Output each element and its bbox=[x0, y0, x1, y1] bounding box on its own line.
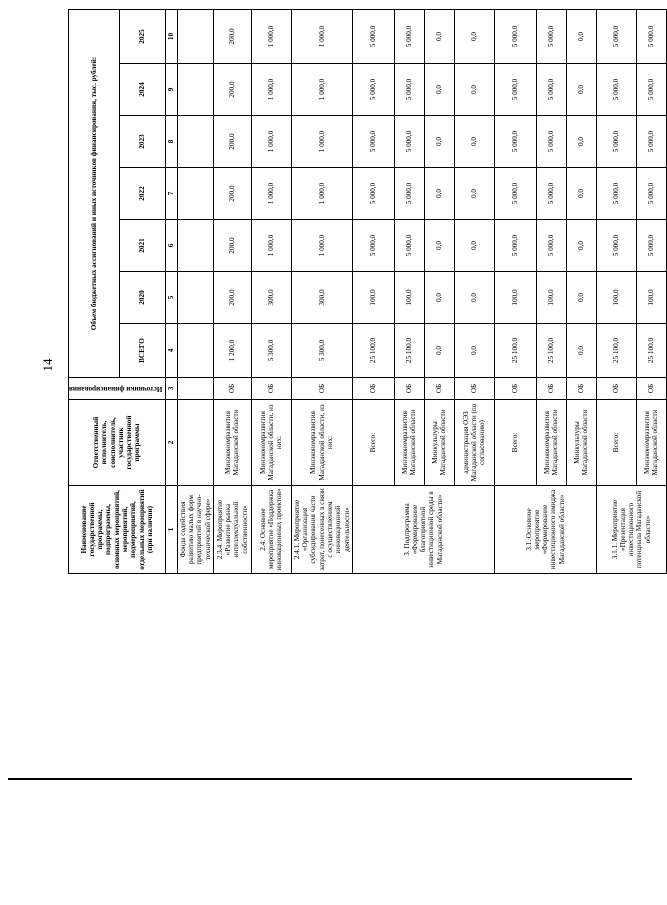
row-value: 25 100,0 bbox=[536, 324, 566, 378]
row-value: 0,0 bbox=[424, 272, 454, 324]
rotated-table-container bbox=[68, 10, 660, 574]
row-value: 1 000,0 bbox=[291, 168, 352, 220]
bottom-rule bbox=[8, 778, 632, 780]
row-value: 100,0 bbox=[536, 272, 566, 324]
row-value: 5 000,0 bbox=[596, 116, 636, 168]
row-responsible: Минэкономразвития Магаданской области bbox=[213, 400, 251, 486]
row-name: 2.4.1. Мероприятие «Организация субсидирования части затрат, понесенных в связи с осуществлением инновационной деятельности» bbox=[291, 486, 352, 574]
row-value: 200,0 bbox=[213, 64, 251, 116]
row-responsible: Минэкономразвития Магаданской области bbox=[636, 400, 666, 486]
row-value: 5 000,0 bbox=[394, 116, 424, 168]
row-value: 0,0 bbox=[424, 116, 454, 168]
row-value: 1 000,0 bbox=[291, 116, 352, 168]
row-value: 5 000,0 bbox=[636, 64, 666, 116]
row-value: 1 000,0 bbox=[251, 10, 291, 64]
row-value: 1 000,0 bbox=[291, 10, 352, 64]
column-number: 2 bbox=[165, 400, 177, 486]
row-value: 100,0 bbox=[494, 272, 536, 324]
row-value: 5 000,0 bbox=[352, 220, 394, 272]
table-row bbox=[494, 10, 536, 574]
row-source bbox=[177, 378, 213, 400]
row-value: 5 000,0 bbox=[352, 64, 394, 116]
row-responsible: Минэкономразвития Магаданской области, из них: bbox=[291, 400, 352, 486]
row-value: 5 000,0 bbox=[494, 220, 536, 272]
row-responsible: Минэкономразвития Магаданской области bbox=[394, 400, 424, 486]
row-responsible: администрация ОЭЗ Магаданской области (по согласованию) bbox=[454, 400, 494, 486]
row-value bbox=[177, 272, 213, 324]
row-source: ОБ bbox=[213, 378, 251, 400]
row-value: 1 000,0 bbox=[251, 168, 291, 220]
row-responsible: Минкультуры Магаданской области bbox=[566, 400, 596, 486]
row-source: ОБ bbox=[454, 378, 494, 400]
row-value: 0,0 bbox=[454, 324, 494, 378]
row-value: 0,0 bbox=[424, 220, 454, 272]
row-value: 5 000,0 bbox=[536, 168, 566, 220]
row-value: 5 000,0 bbox=[394, 10, 424, 64]
row-value: 0,0 bbox=[566, 324, 596, 378]
row-value: 200,0 bbox=[213, 220, 251, 272]
row-value bbox=[177, 64, 213, 116]
row-value: 0,0 bbox=[566, 168, 596, 220]
row-source: ОБ bbox=[536, 378, 566, 400]
column-number: 7 bbox=[165, 168, 177, 220]
row-value: 1 000,0 bbox=[251, 116, 291, 168]
row-responsible: Всего: bbox=[352, 400, 394, 486]
table-row bbox=[352, 10, 394, 574]
row-value: 0,0 bbox=[454, 272, 494, 324]
row-source: ОБ bbox=[251, 378, 291, 400]
row-value: 5 000,0 bbox=[636, 220, 666, 272]
header-volume: Объем бюджетных ассигнований и иных источников финансирования, тыс. рублей: bbox=[69, 10, 120, 378]
row-value: 0,0 bbox=[454, 116, 494, 168]
row-value: 5 000,0 bbox=[494, 64, 536, 116]
column-number: 1 bbox=[165, 486, 177, 574]
header-year: 2020 bbox=[119, 272, 165, 324]
row-value: 0,0 bbox=[454, 10, 494, 64]
row-value: 100,0 bbox=[394, 272, 424, 324]
table-row bbox=[213, 10, 251, 574]
header-year: 2022 bbox=[119, 168, 165, 220]
row-value: 0,0 bbox=[566, 10, 596, 64]
row-value: 0,0 bbox=[454, 168, 494, 220]
row-responsible: Всего: bbox=[596, 400, 636, 486]
row-responsible: Минэкономразвития Магаданской области, из них: bbox=[251, 400, 291, 486]
row-value: 5 000,0 bbox=[596, 10, 636, 64]
row-value: 25 100,0 bbox=[494, 324, 536, 378]
table-row bbox=[177, 10, 213, 574]
header-year: 2023 bbox=[119, 116, 165, 168]
row-value: 5 000,0 bbox=[636, 168, 666, 220]
table-row bbox=[291, 10, 352, 574]
row-value: 300,0 bbox=[251, 272, 291, 324]
row-value: 5 000,0 bbox=[352, 168, 394, 220]
header-year: 2024 bbox=[119, 64, 165, 116]
row-value: 25 100,0 bbox=[596, 324, 636, 378]
row-value: 0,0 bbox=[424, 168, 454, 220]
header-responsible: Ответственный исполнитель, соисполнитель, участник государственной программы bbox=[69, 400, 166, 486]
row-source: ОБ bbox=[566, 378, 596, 400]
row-value: 0,0 bbox=[566, 64, 596, 116]
row-value: 100,0 bbox=[352, 272, 394, 324]
column-number: 3 bbox=[165, 378, 177, 400]
header-year: 2021 bbox=[119, 220, 165, 272]
table-row bbox=[596, 10, 636, 574]
header-name: Наименование государственной программы, подпрограммы, основных мероприятий, мероприятий, подмероприятий, отдельных мероприятий (при наличии) bbox=[69, 486, 166, 574]
row-value bbox=[177, 10, 213, 64]
row-value: 0,0 bbox=[454, 220, 494, 272]
row-source: ОБ bbox=[291, 378, 352, 400]
row-value: 0,0 bbox=[566, 116, 596, 168]
header-source-text: Источники финансирования bbox=[69, 384, 163, 393]
row-value bbox=[177, 324, 213, 378]
row-value: 1 000,0 bbox=[251, 220, 291, 272]
row-value: 5 000,0 bbox=[394, 220, 424, 272]
row-value: 5 000,0 bbox=[536, 64, 566, 116]
row-value: 25 100,0 bbox=[352, 324, 394, 378]
row-name: Фонда содействия развитию малых форм предприятий в научно-технической сфере» bbox=[177, 486, 213, 574]
row-source: ОБ bbox=[494, 378, 536, 400]
row-value: 0,0 bbox=[454, 64, 494, 116]
row-value: 5 000,0 bbox=[636, 10, 666, 64]
row-value: 0,0 bbox=[424, 10, 454, 64]
row-value: 5 000,0 bbox=[596, 220, 636, 272]
row-value: 5 000,0 bbox=[636, 116, 666, 168]
row-value: 200,0 bbox=[213, 10, 251, 64]
row-value bbox=[177, 168, 213, 220]
row-value: 5 000,0 bbox=[494, 168, 536, 220]
row-value: 300,0 bbox=[291, 272, 352, 324]
column-number: 6 bbox=[165, 220, 177, 272]
row-responsible: Всего: bbox=[494, 400, 536, 486]
row-responsible: Минэкономразвития Магаданской области bbox=[536, 400, 566, 486]
row-value: 0,0 bbox=[566, 220, 596, 272]
row-value: 100,0 bbox=[636, 272, 666, 324]
row-value: 5 000,0 bbox=[536, 116, 566, 168]
row-value bbox=[177, 220, 213, 272]
row-name: 2.3.4. Мероприятие «Развитие рынка интеллектуальной собственности» bbox=[213, 486, 251, 574]
table-row bbox=[251, 10, 291, 574]
row-value: 1 000,0 bbox=[291, 220, 352, 272]
column-number: 10 bbox=[165, 10, 177, 64]
table-body bbox=[177, 10, 666, 574]
row-value bbox=[177, 116, 213, 168]
row-value: 0,0 bbox=[424, 64, 454, 116]
row-source: ОБ bbox=[394, 378, 424, 400]
row-value: 0,0 bbox=[424, 324, 454, 378]
row-value: 5 300,0 bbox=[291, 324, 352, 378]
row-responsible: Минкультуры Магаданской области bbox=[424, 400, 454, 486]
row-value: 100,0 bbox=[596, 272, 636, 324]
row-value: 5 000,0 bbox=[494, 116, 536, 168]
header-year: ВСЕГО bbox=[119, 324, 165, 378]
row-value: 1 200,0 bbox=[213, 324, 251, 378]
column-number: 8 bbox=[165, 116, 177, 168]
row-value: 5 000,0 bbox=[394, 168, 424, 220]
row-value: 25 100,0 bbox=[636, 324, 666, 378]
column-number: 5 bbox=[165, 272, 177, 324]
row-name: 2.4. Основное мероприятие «Поддержка инновационных проектов» bbox=[251, 486, 291, 574]
row-value: 0,0 bbox=[566, 272, 596, 324]
column-number: 9 bbox=[165, 64, 177, 116]
rotated-table-wrapper bbox=[68, 10, 660, 574]
row-value: 5 000,0 bbox=[352, 116, 394, 168]
row-value: 5 000,0 bbox=[352, 10, 394, 64]
header-source bbox=[69, 378, 166, 400]
row-responsible bbox=[177, 400, 213, 486]
row-value: 5 300,0 bbox=[251, 324, 291, 378]
row-value: 5 000,0 bbox=[394, 64, 424, 116]
row-value: 1 000,0 bbox=[291, 64, 352, 116]
row-source: ОБ bbox=[352, 378, 394, 400]
row-value: 25 100,0 bbox=[394, 324, 424, 378]
header-year: 2025 bbox=[119, 10, 165, 64]
row-value: 200,0 bbox=[213, 272, 251, 324]
row-name: 3. Подпрограмма «Формирование благоприятной инвестиционной среды в Магаданской области» bbox=[352, 486, 494, 574]
row-source: ОБ bbox=[424, 378, 454, 400]
row-value: 200,0 bbox=[213, 116, 251, 168]
row-value: 5 000,0 bbox=[536, 10, 566, 64]
row-source: ОБ bbox=[636, 378, 666, 400]
row-value: 5 000,0 bbox=[494, 10, 536, 64]
financing-table bbox=[68, 9, 667, 574]
row-value: 5 000,0 bbox=[596, 64, 636, 116]
page-number: 14 bbox=[40, 358, 55, 372]
row-source: ОБ bbox=[596, 378, 636, 400]
row-name: 3.1. Основное мероприятие «Формирование инвестиционного имиджа Магаданской области» bbox=[494, 486, 596, 574]
row-value: 1 000,0 bbox=[251, 64, 291, 116]
row-name: 3.1.1. Мероприятие «Презентация инвестиционного потенциала Магаданской области» bbox=[596, 486, 666, 574]
row-value: 200,0 bbox=[213, 168, 251, 220]
column-number: 4 bbox=[165, 324, 177, 378]
row-value: 5 000,0 bbox=[596, 168, 636, 220]
row-value: 5 000,0 bbox=[536, 220, 566, 272]
